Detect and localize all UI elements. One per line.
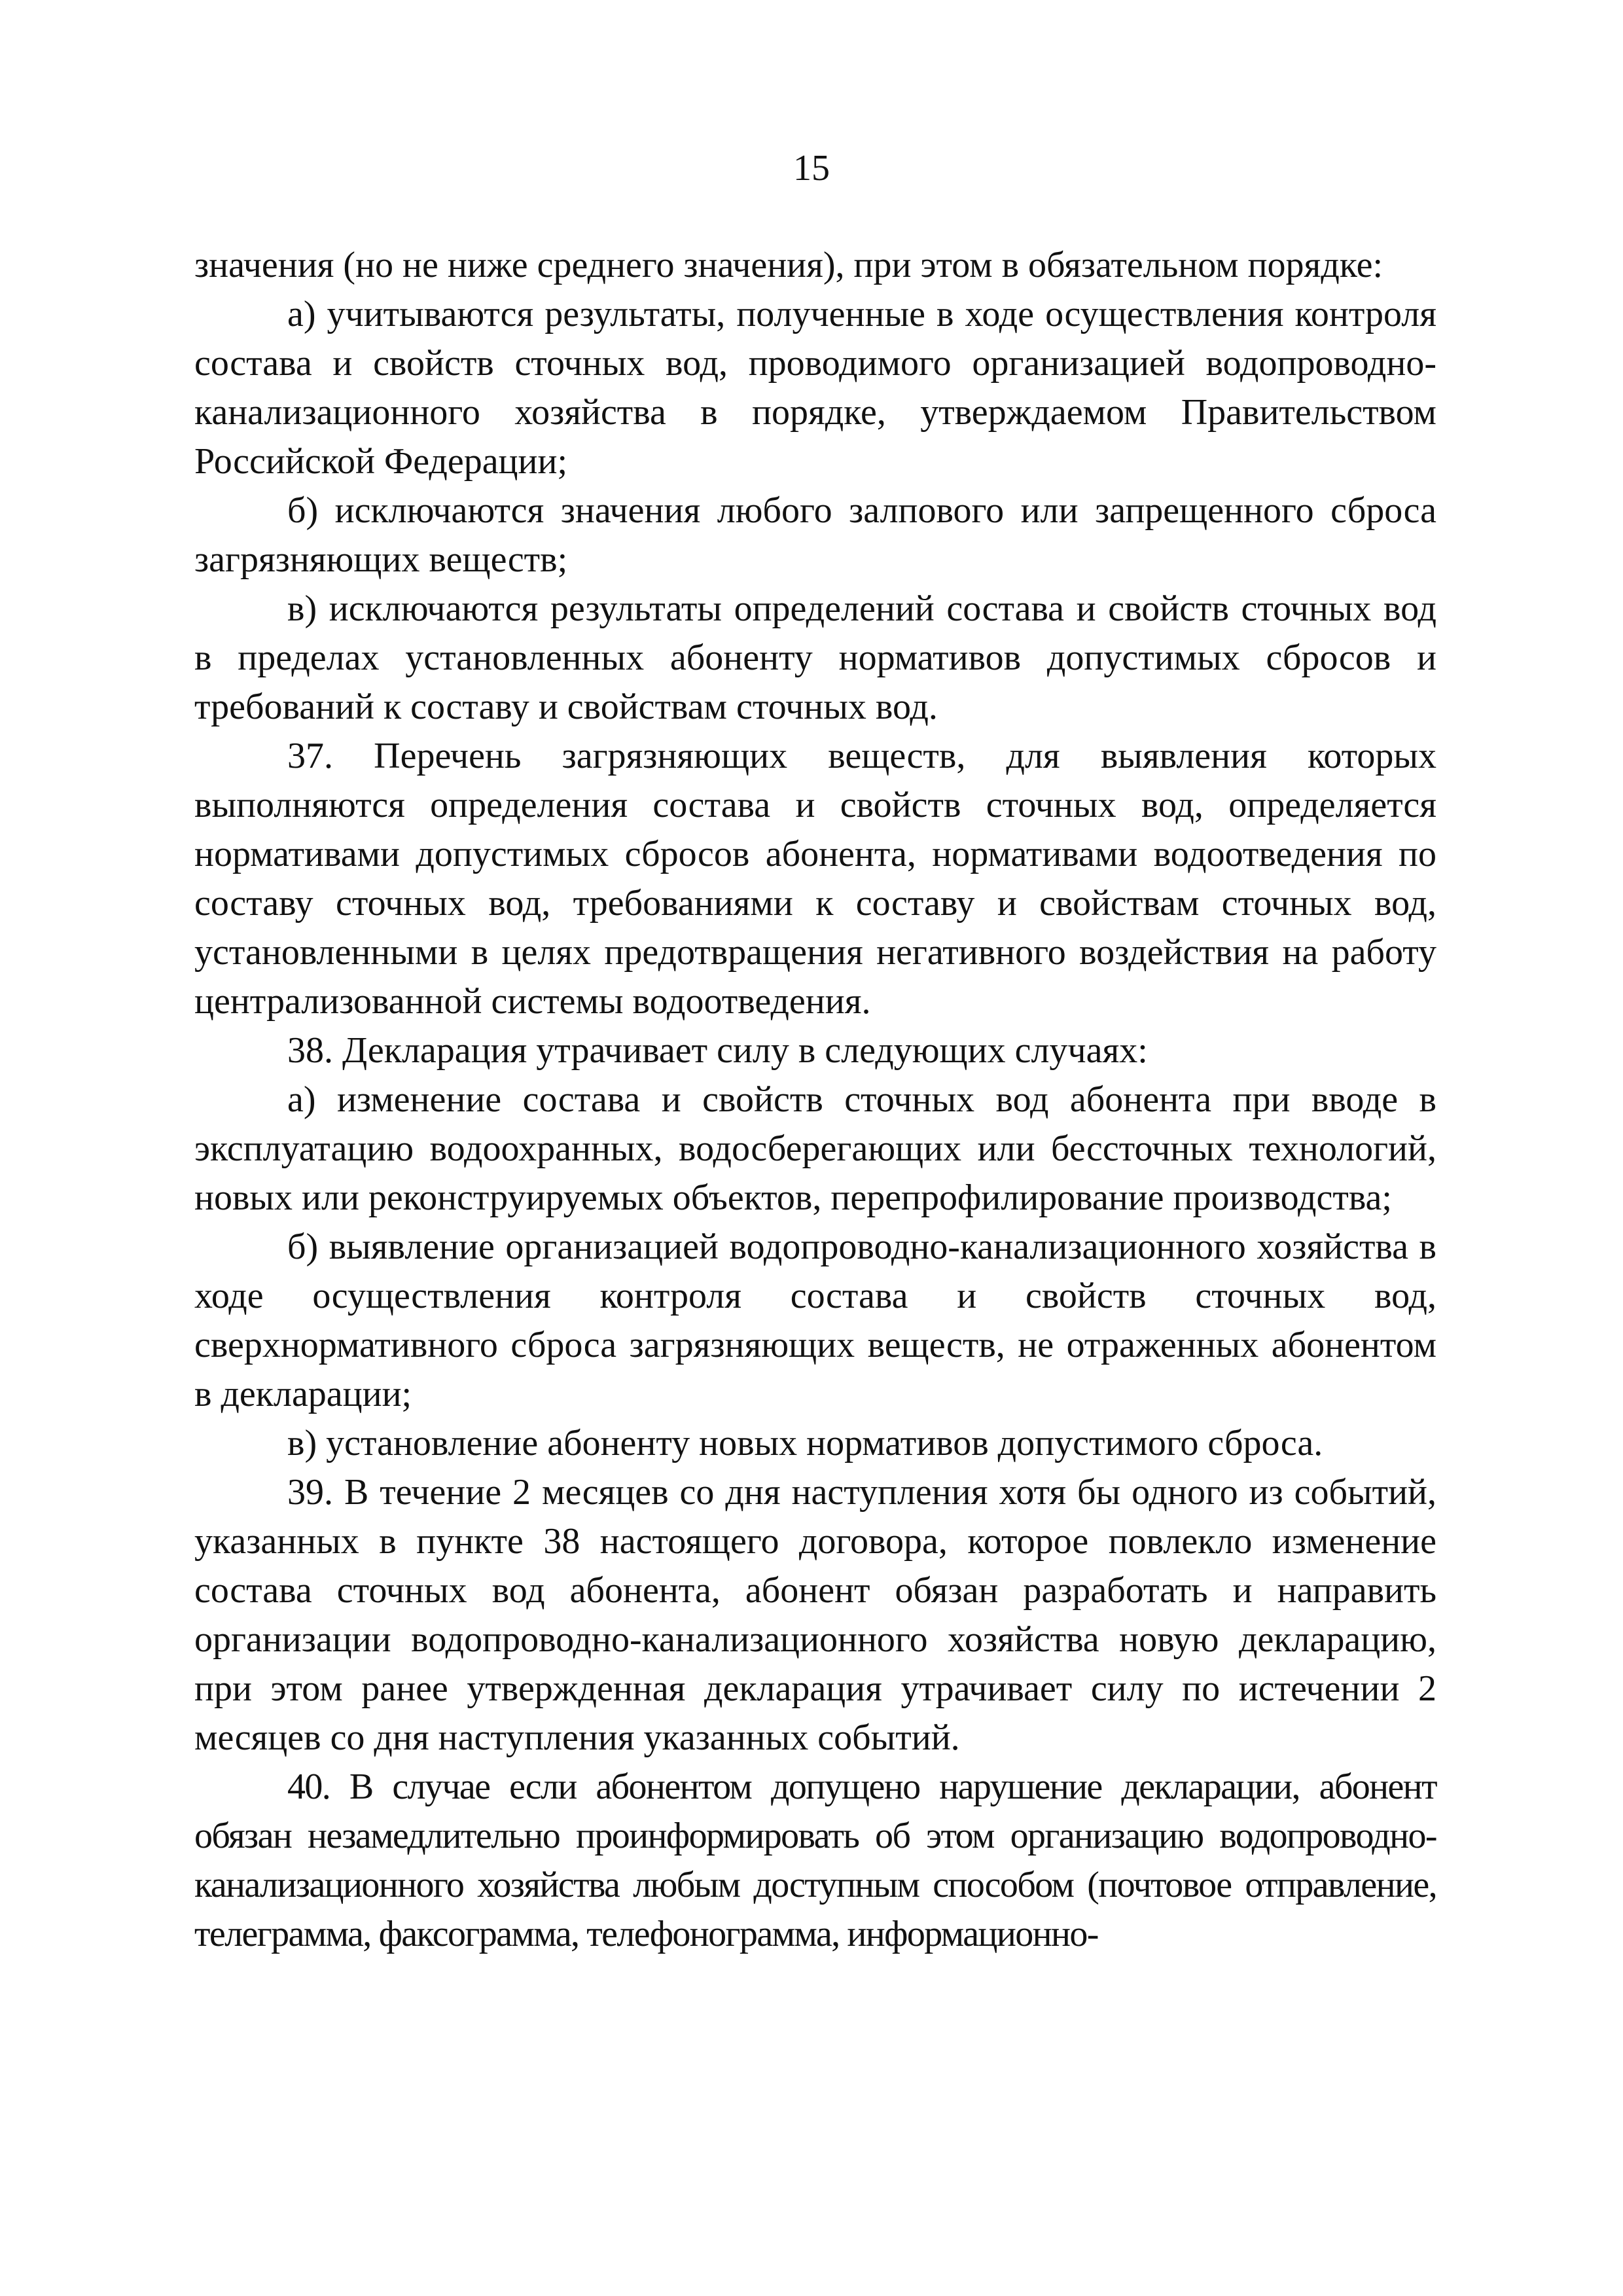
paragraph-38-a: а) изменение состава и свойств сточных вод абонента при вводе в эксплуатацию водоохранных, водосберегающих или бессточных технологий, новых или реконструируемых объектов, перепрофилирование производства;: [194, 1079, 1436, 1218]
paragraph-36-a: а) учитываются результаты, полученные в ходе осуществления контроля состава и свойств сточных вод, проводимого организацией водопроводно-канализационного хозяйства в порядке, утверждаемом Правительством Российской Федерации;: [194, 294, 1436, 482]
paragraph-36-v: в) исключаются результаты определений состава и свойств сточных вод в пределах установленных абоненту нормативов допустимых сбросов и требований к составу и свойствам сточных вод.: [194, 588, 1436, 727]
paragraph-38: 38. Декларация утрачивает силу в следующих случаях:: [287, 1030, 1148, 1071]
paragraph-continuation: значения (но не ниже среднего значения), при этом в обязательном порядке:: [194, 245, 1383, 285]
paragraph-38-b: б) выявление организацией водопроводно-канализационного хозяйства в ходе осуществления контроля состава и свойств сточных вод, сверхнормативного сброса загрязняющих веществ, не отраженных абонентом в декларации;: [194, 1227, 1436, 1414]
paragraph-37: 37. Перечень загрязняющих веществ, для выявления которых выполняются определения состава и свойств сточных вод, определяется нормативами допустимых сбросов абонента, нормативами водоотведения по составу сточных вод, требованиями к составу и свойствам сточных вод, установленными в целях предотвращения негативного воздействия на работу централизованной системы водоотведения.: [194, 736, 1436, 1022]
paragraph-39: 39. В течение 2 месяцев со дня наступления хотя бы одного из событий, указанных в пункте 38 настоящего договора, которое повлекло изменение состава сточных вод абонента, абонент обязан разработать и направить организации водопроводно-канализационного хозяйства новую декларацию, при этом ранее утвержденная декларация утрачивает силу по истечении 2 месяцев со дня наступления указанных событий.: [194, 1472, 1436, 1758]
document-body: [194, 241, 1436, 1959]
paragraph-36-b: б) исключаются значения любого залпового или запрещенного сброса загрязняющих веществ;: [194, 490, 1436, 580]
paragraph-40: 40. В случае если абонентом допущено нарушение декларации, абонент обязан незамедлительно проинформировать об этом организацию водопроводно-канализационного хозяйства любым доступным способом (почтовое отправление, телеграмма, факсограмма, телефонограмма, информационно-: [194, 1767, 1436, 1954]
page-number: 15: [793, 148, 830, 188]
paragraph-38-v: в) установление абоненту новых нормативов допустимого сброса.: [287, 1423, 1323, 1463]
